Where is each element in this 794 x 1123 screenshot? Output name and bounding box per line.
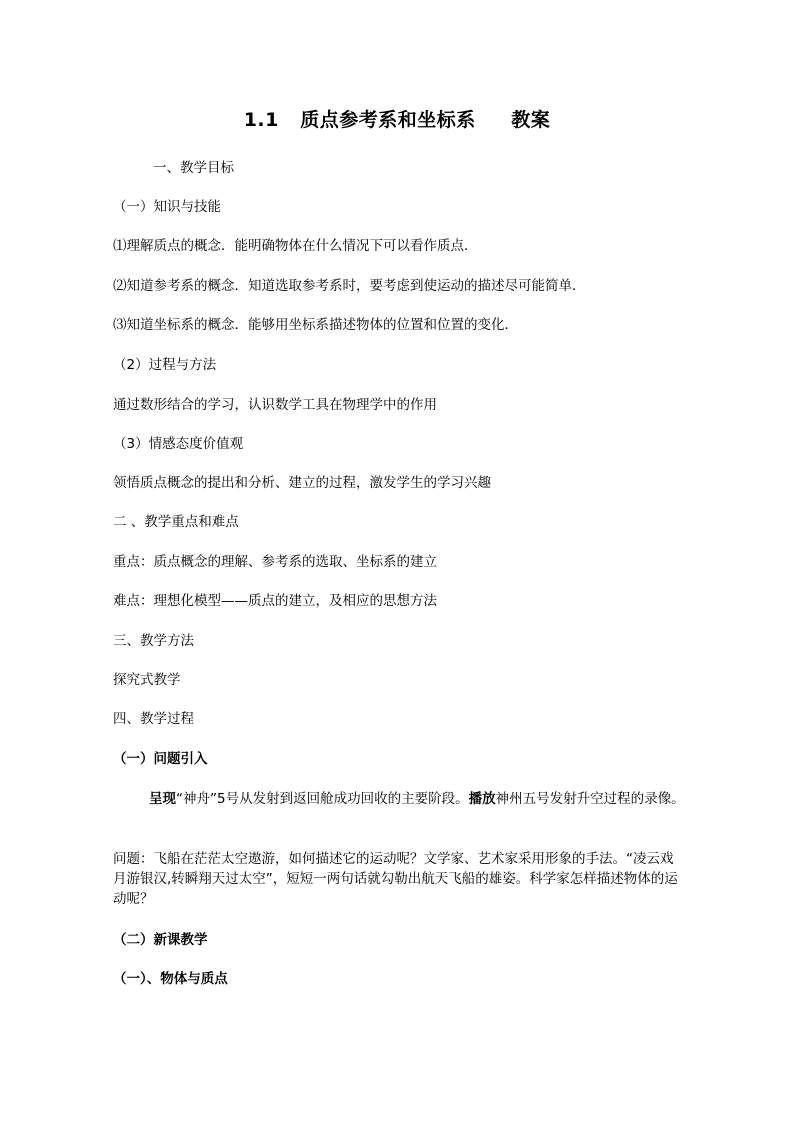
intro-paragraph [113, 789, 685, 809]
objective-item-1: ⑴理解质点的概念．能明确物体在什么情况下可以看作质点． [113, 238, 478, 254]
intro-bold-play: 播放 [468, 791, 496, 807]
subheading-problem-intro: （一）问题引入 [113, 751, 208, 767]
subheading-knowledge-skills: （一）知识与技能 [113, 199, 221, 215]
objective-item-3: ⑶知道坐标系的概念．能够用坐标系描述物体的位置和位置的变化． [113, 317, 518, 333]
objective-item-2: ⑵知道参考系的概念．知道选取参考系时，要考虑到使运动的描述尽可能简单． [113, 278, 586, 294]
subheading-new-lesson: （二）新课教学 [113, 932, 208, 948]
heading-teaching-process: 四、教学过程 [113, 711, 194, 727]
question-paragraph: 问题：飞船在茫茫太空遨游，如何描述它的运动呢？文学家、艺术家采用形象的手法。“凌云戏月游银汉,转瞬翔天过太空”，短短一两句话就勾勒出航天飞船的雄姿。科学家怎样描述物体的运动呢？ [113, 851, 678, 907]
document-title: 1.1 质点参考系和坐标系 教案 [243, 109, 551, 131]
heading-teaching-method: 三、教学方法 [113, 633, 194, 649]
process-method-text: 通过数形结合的学习，认识数学工具在物理学中的作用 [113, 397, 437, 413]
heading-teaching-objectives: 一、教学目标 [153, 160, 234, 176]
subheading-process-method: （2）过程与方法 [113, 357, 217, 373]
teaching-method-text: 探究式教学 [113, 672, 181, 688]
intro-text-2: 神州五号发射升空过程的录像。 [495, 791, 685, 807]
subheading-emotion-values: （3）情感态度价值观 [113, 436, 244, 452]
key-point-text: 重点：质点概念的理解、参考系的选取、坐标系的建立 [113, 554, 437, 570]
subheading-object-and-particle: （一）、物体与质点 [113, 971, 228, 987]
emotion-values-text: 领悟质点概念的提出和分析、建立的过程，激发学生的学习兴趣 [113, 475, 491, 491]
heading-key-difficult-points: 二 、教学重点和难点 [113, 514, 239, 530]
intro-bold-present: 呈现 [149, 791, 176, 807]
intro-text-1: “神舟”5号从发射到返回舱成功回收的主要阶段。 [176, 791, 469, 807]
difficult-point-text: 难点：理想化模型——质点的建立，及相应的思想方法 [113, 593, 437, 609]
